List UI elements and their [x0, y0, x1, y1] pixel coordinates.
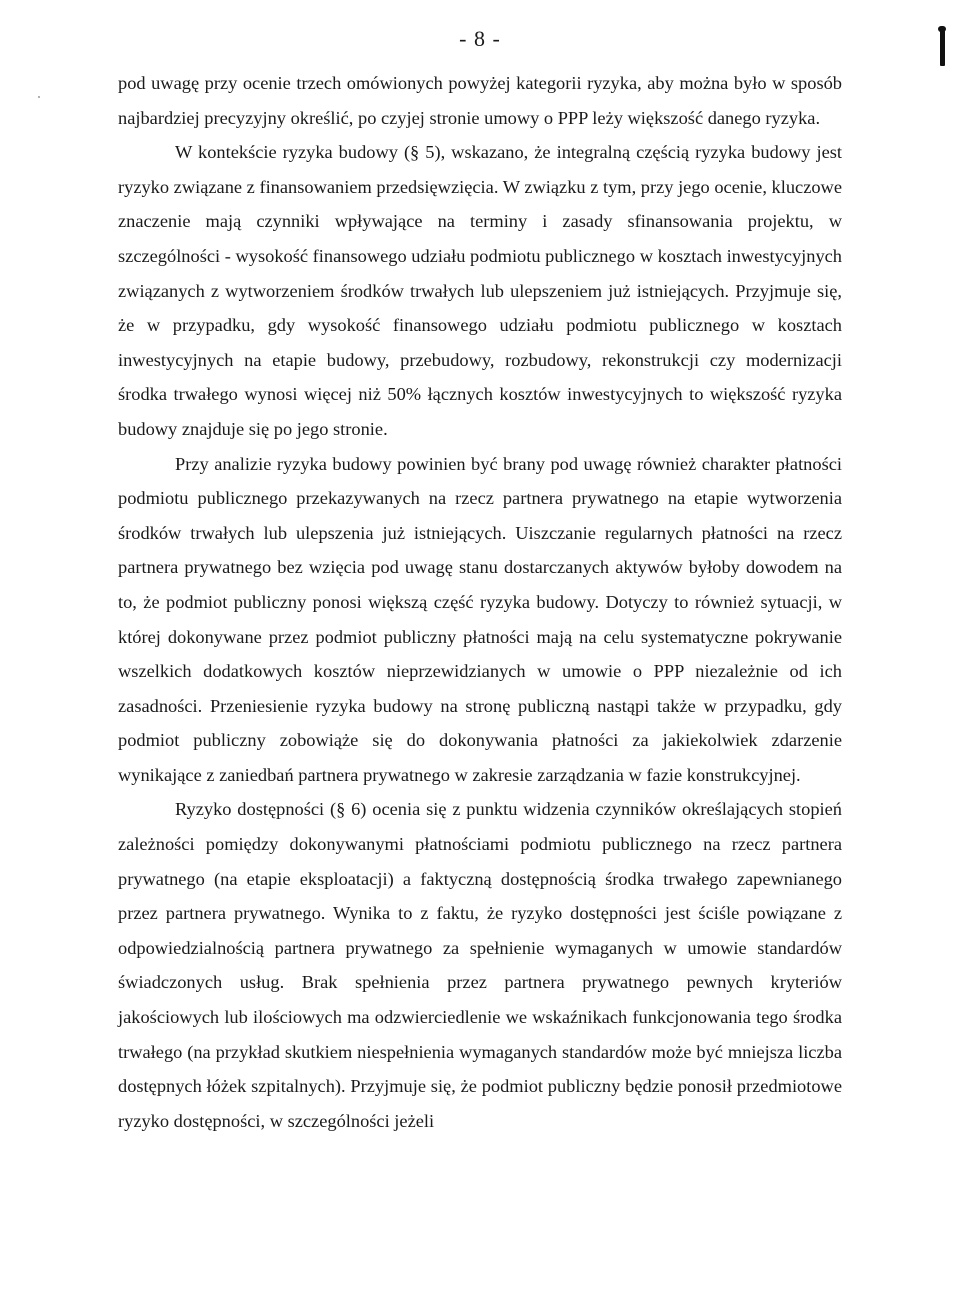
paragraph-2: W kontekście ryzyka budowy (§ 5), wskazano, że integralną częścią ryzyka budowy jest ryzyko związane z finansowaniem przedsięwzięcia. W związku z tym, przy jego ocenie, kluczowe znaczenie mają czynniki wpływające na terminy i zasady sfinansowania projektu, w szczególności - wysokość finansowego udziału podmiotu publicznego w kosztach inwestycyjnych związanych z wytworzeniem środków trwałych lub ulepszeniem już istniejących. Przyjmuje się, że w przypadku, gdy wysokość finansowego udziału podmiotu publicznego w kosztach inwestycyjnych na etapie budowy, przebudowy, rozbudowy, rekonstrukcji czy modernizacji środka trwałego wynosi więcej niż 50% łącznych kosztów inwestycyjnych to większość ryzyka budowy znajduje się po jego stronie. — [118, 142, 842, 439]
body-text — [118, 66, 842, 1138]
paragraph-4: Ryzyko dostępności (§ 6) ocenia się z punktu widzenia czynników określających stopień zależności pomiędzy dokonywanymi płatnościami podmiotu publicznego na rzecz partnera prywatnego (na etapie eksploatacji) a faktyczną dostępnością środka trwałego zapewnianego przez partnera prywatnego. Wynika to z faktu, że ryzyko dostępności jest ściśle powiązane z odpowiedzialnością partnera prywatnego za spełnienie wymaganych w umowie standardów świadczonych usług. Brak spełnienia przez partnera prywatnego pewnych kryteriów jakościowych lub ilościowych ma odzwierciedlenie we wskaźnikach funkcjonowania tego środka trwałego (na przykład skutkiem niespełnienia wymaganych standardów może być mniejsza liczba dostępnych łóżek szpitalnych). Przyjmuje się, że podmiot publiczny będzie ponosił przedmiotowe ryzyko dostępności, w szczególności jeżeli — [118, 799, 842, 1131]
scan-edge-mark — [940, 30, 945, 66]
page-number: - 8 - — [459, 26, 501, 51]
paragraph-3: Przy analizie ryzyka budowy powinien być brany pod uwagę również charakter płatności podmiotu publicznego przekazywanych na rzecz partnera prywatnego na etapie wytworzenia środków trwałych lub ulepszenia już istniejących. Uiszczanie regularnych płatności na rzecz partnera prywatnego bez wzięcia pod uwagę stanu dostarczanych aktywów byłoby dowodem na to, że podmiot publiczny ponosi większą część ryzyka budowy. Dotyczy to również sytuacji, w której dokonywane przez podmiot publiczny płatności mają na celu systematyczne pokrywanie wszelkich dodatkowych kosztów nieprzewidzianych w umowie o PPP niezależnie od ich zasadności. Przeniesienie ryzyka budowy na stronę publiczną nastąpi także w przypadku, gdy podmiot publiczny zobowiąże się do dokonywania płatności za jakiekolwiek zdarzenie wynikające z zaniedbań partnera prywatnego w zakresie zarządzania w fazie konstrukcyjnej. — [118, 453, 842, 785]
scan-speck — [38, 96, 40, 98]
paragraph-1: pod uwagę przy ocenie trzech omówionych powyżej kategorii ryzyka, aby można było w sposób najbardziej precyzyjny określić, po czyjej stronie umowy o PPP leży większość danego ryzyka. — [118, 73, 842, 128]
